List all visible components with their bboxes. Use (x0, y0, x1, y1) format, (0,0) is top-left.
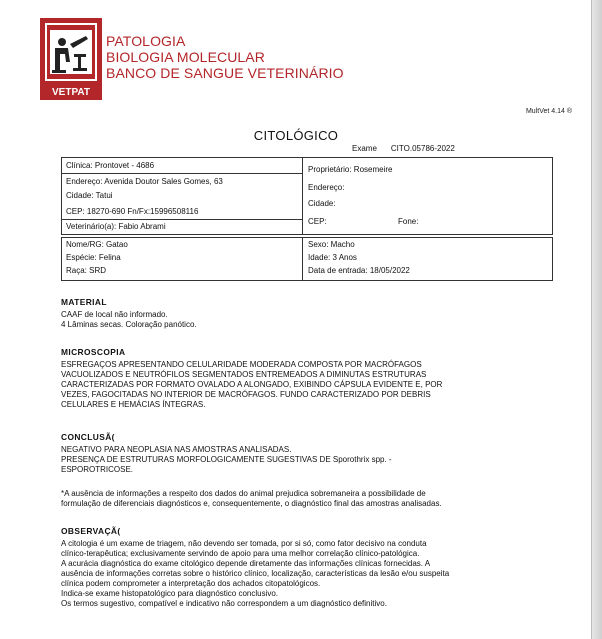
report-title: CITOLÓGICO (253, 128, 339, 143)
veterinarian: Veterinário(a): Fabio Abrami (66, 222, 166, 231)
section-title: MATERIAL (61, 297, 107, 307)
clinic-city: Cidade: Tatui (66, 191, 113, 200)
section-line: CARACTERIZADAS POR FORMATO OVALADO A ALONGADO, EXIBINDO CÁPSULA EVIDENTE E, POR (61, 380, 443, 389)
section-line: CELULARES E HEMÁCIAS ÍNTEGRAS. (61, 400, 206, 409)
section-title: MICROSCOPIA (61, 347, 126, 357)
divider (62, 173, 302, 174)
vetpat-logo (40, 18, 102, 100)
section-line: CAAF de local não informado. (61, 310, 168, 319)
section-line: ausência de informações corretas sobre o histórico clínico, localização, características da lesão e/ou suspeita (61, 569, 450, 578)
box-divider (302, 158, 303, 234)
exam-code: CITO.05786-2022 (390, 144, 455, 153)
service-line: PATOLOGIA (106, 33, 186, 49)
lab-services (106, 33, 344, 81)
note-line: formulação de diferenciais diagnósticos e, consequentemente, o diagnóstico final das amostras analisadas. (61, 499, 442, 508)
conclusion-section (61, 432, 551, 475)
software-version: MultVet 4.14 ® (525, 108, 572, 115)
logo-text: VETPAT (52, 87, 90, 98)
section-line: clínico-terapêutica; exclusivamente servindo de apoio para uma melhor correlação clínico-patológica. (61, 549, 420, 558)
animal-species: Espécie: Felina (66, 253, 121, 262)
section-line: 4 Lâminas secas. Coloração panótico. (61, 320, 197, 329)
section-line: NEGATIVO PARA NEOPLASIA NAS AMOSTRAS ANALISADAS. (61, 445, 292, 454)
owner-phone: Fone: (398, 217, 419, 226)
clinic-name: Clínica: Prontovet - 4686 (66, 161, 155, 170)
clinic-cep-phone: CEP: 18270-690 Fn/Fx:15996508116 (66, 207, 199, 216)
material-section (61, 297, 551, 330)
exam-line (352, 144, 469, 153)
section-line: Os termos sugestivo, compatível e indicativo não correspondem a um diagnóstico definitivo. (61, 599, 387, 608)
animal-age: Idade: 3 Anos (308, 253, 357, 262)
clinic-address: Endereço: Avenida Doutor Sales Gomes, 63 (66, 177, 223, 186)
section-line: A acurácia diagnóstica do exame citológico depende diretamente das informações clínicas fornecidas. A (61, 559, 431, 568)
box-divider (302, 238, 303, 280)
service-line: BANCO DE SANGUE VETERINÁRIO (106, 65, 344, 81)
owner-city: Cidade: (308, 199, 336, 208)
observation-section (61, 526, 551, 609)
note-line: *A ausência de informações a respeito dos dados do animal prejudica sobremaneira a possibilidade de (61, 489, 426, 498)
exam-label: Exame (352, 144, 377, 153)
service-line: BIOLOGIA MOLECULAR (106, 49, 265, 65)
owner-address: Endereço: (308, 183, 345, 192)
section-title: CONCLUSÃ( (61, 432, 115, 442)
section-line: VACUOLIZADOS E NEUTRÓFILOS SEGMENTADOS ENTREMEADOS A DIMINUTAS ESTRUTURAS (61, 370, 427, 379)
section-line: Indica-se exame histopatológico para diagnóstico conclusivo. (61, 589, 279, 598)
owner-cep: CEP: (308, 217, 327, 226)
animal-box (61, 237, 553, 281)
animal-sex: Sexo: Macho (308, 240, 355, 249)
owner-name: Proprietário: Rosemeire (308, 165, 393, 174)
entry-date: Data de entrada: 18/05/2022 (308, 266, 410, 275)
section-line: clínica podem comprometer a interpretação dos achados citopatológicos. (61, 579, 321, 588)
section-line: ESFREGAÇOS APRESENTANDO CELULARIDADE MODERADA COMPOSTA POR MACRÓFAGOS (61, 360, 422, 369)
section-title: OBSERVAÇÃ( (61, 526, 121, 536)
clinic-owner-box (61, 157, 553, 235)
divider (62, 219, 302, 220)
animal-breed: Raça: SRD (66, 266, 107, 275)
note-section (61, 489, 551, 509)
section-line: PRESENÇA DE ESTRUTURAS MORFOLOGICAMENTE SUGESTIVAS DE Sporothrix spp. - (61, 455, 392, 464)
section-line: VEZES, FAGOCITADAS NO INTERIOR DE MACRÓFAGOS. FUNDO CARACTERIZADO POR DEBRIS (61, 390, 431, 399)
viewer-scroll-edge (591, 0, 602, 639)
section-line: ESPOROTRICOSE. (61, 465, 134, 474)
animal-name: Nome/RG: Gatao (66, 240, 128, 249)
section-line: A citologia é um exame de triagem, não devendo ser tomada, por si só, como fator decisivo na conduta (61, 539, 427, 548)
microscopy-section (61, 347, 551, 410)
